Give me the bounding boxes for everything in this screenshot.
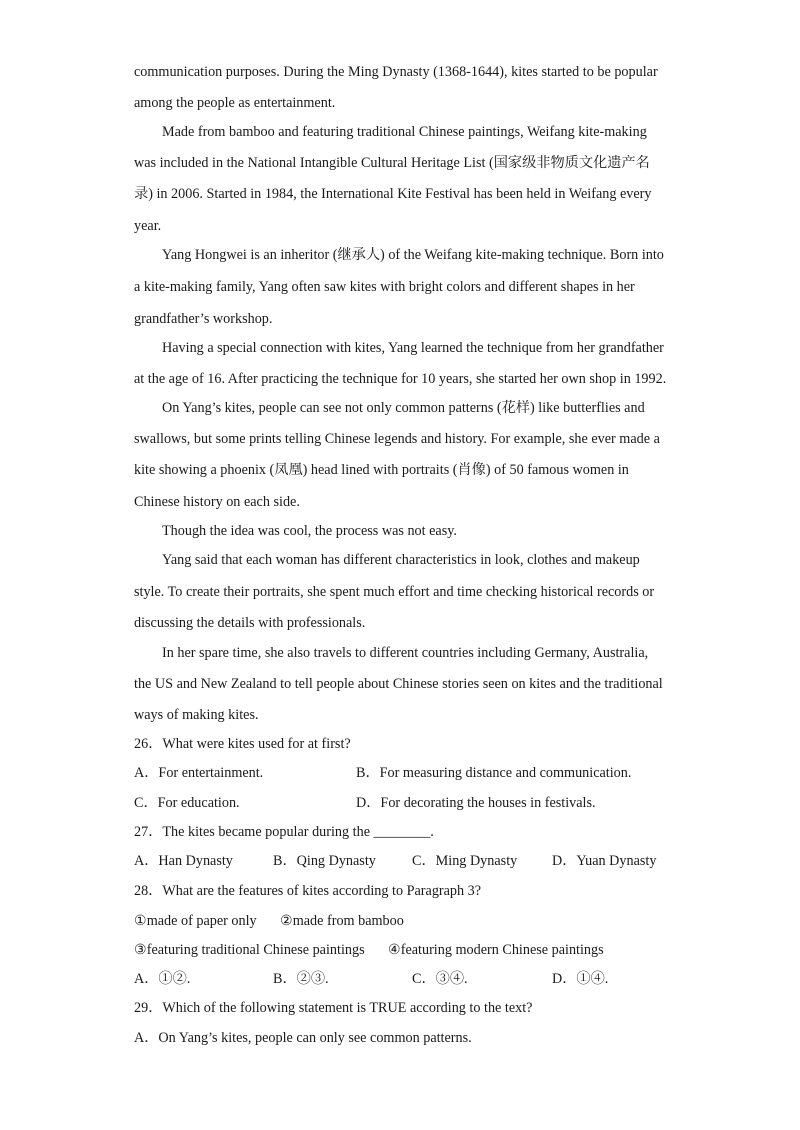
passage-line: Chinese history on each side. <box>134 494 300 510</box>
passage-line: 录) in 2006. Started in 1984, the International Kite Festival has been held in Weifang every <box>134 186 652 202</box>
option-a: A．On Yang’s kites, people can only see common patterns. <box>134 1030 472 1046</box>
option-a: A．①②. <box>134 971 191 987</box>
option-c: C．③④. <box>412 971 468 987</box>
option-b: B．②③. <box>273 971 329 987</box>
passage-line: kite showing a phoenix (凤凰) head lined with portraits (肖像) of 50 famous women in <box>134 462 629 478</box>
passage-line: Having a special connection with kites, Yang learned the technique from her grandfather <box>162 340 664 356</box>
option-b: B．For measuring distance and communication. <box>356 765 632 781</box>
passage-line: grandfather’s workshop. <box>134 311 273 327</box>
passage-line: year. <box>134 218 162 234</box>
option-d: D．①④. <box>552 971 609 987</box>
passage-line: In her spare time, she also travels to different countries including Germany, Australia, <box>162 645 649 661</box>
statement-2: ②made from bamboo <box>280 913 404 929</box>
passage-line: style. To create their portraits, she spent much effort and time checking historical records or <box>134 584 655 600</box>
question-stem: 29．Which of the following statement is TRUE according to the text? <box>134 1000 533 1016</box>
passage-line: Yang said that each woman has different characteristics in look, clothes and makeup <box>162 552 640 568</box>
passage-line: among the people as entertainment. <box>134 95 336 111</box>
statement-1: ①made of paper only <box>134 913 257 929</box>
passage-line: the US and New Zealand to tell people about Chinese stories seen on kites and the traditional <box>134 676 663 692</box>
option-d: D．For decorating the houses in festivals. <box>356 795 596 811</box>
statement-3: ③featuring traditional Chinese paintings <box>134 942 365 958</box>
question-stem: 26．What were kites used for at first? <box>134 736 351 752</box>
option-b: B．Qing Dynasty <box>273 853 376 869</box>
question-stem: 27．The kites became popular during the ________. <box>134 824 434 840</box>
passage-line: On Yang’s kites, people can see not only common patterns (花样) like butterflies and <box>162 400 645 416</box>
option-a: A．For entertainment. <box>134 765 264 781</box>
passage-line: was included in the National Intangible Cultural Heritage List (国家级非物质文化遗产名 <box>134 155 650 171</box>
passage-line: at the age of 16. After practicing the technique for 10 years, she started her own shop in 1992. <box>134 371 667 387</box>
passage-line: communication purposes. During the Ming Dynasty (1368-1644), kites started to be popular <box>134 64 658 80</box>
passage-line: Though the idea was cool, the process was not easy. <box>162 523 457 539</box>
option-c: C．Ming Dynasty <box>412 853 518 869</box>
option-d: D．Yuan Dynasty <box>552 853 657 869</box>
passage-line: swallows, but some prints telling Chinese legends and history. For example, she ever made a <box>134 431 660 447</box>
passage-line: a kite-making family, Yang often saw kites with bright colors and different shapes in her <box>134 279 635 295</box>
statement-4: ④featuring modern Chinese paintings <box>388 942 604 958</box>
option-c: C．For education. <box>134 795 240 811</box>
passage-line: discussing the details with professionals. <box>134 615 366 631</box>
passage-line: Made from bamboo and featuring traditional Chinese paintings, Weifang kite-making <box>162 124 647 140</box>
option-a: A．Han Dynasty <box>134 853 233 869</box>
passage-line: Yang Hongwei is an inheritor (继承人) of the Weifang kite-making technique. Born into <box>162 247 664 263</box>
passage-line: ways of making kites. <box>134 707 259 723</box>
question-stem: 28．What are the features of kites according to Paragraph 3? <box>134 883 482 899</box>
